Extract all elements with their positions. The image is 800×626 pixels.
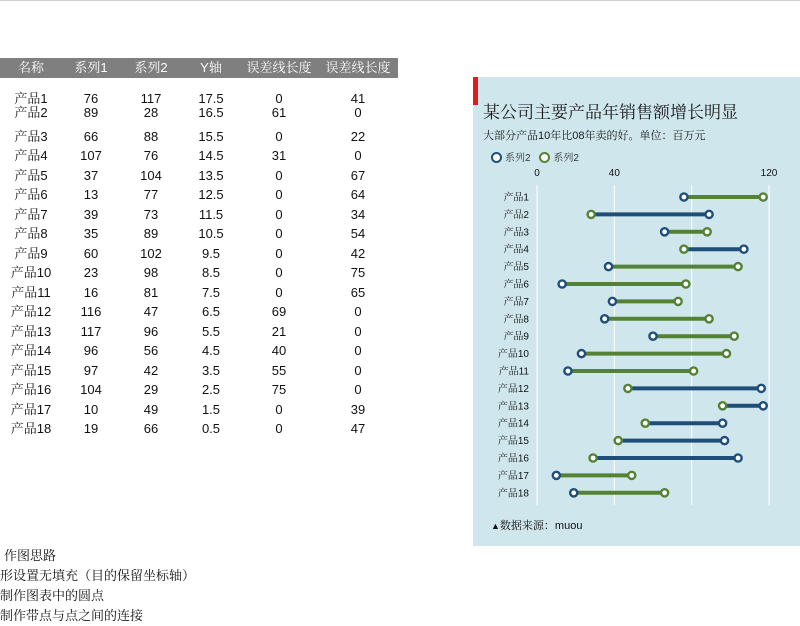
table-row <box>0 341 400 360</box>
table-cell: 28 <box>143 105 159 120</box>
note-3: 制作图表中的圆点 <box>0 588 105 603</box>
table-cell: 0 <box>275 187 283 202</box>
table-cell: 88 <box>143 129 159 144</box>
table-cell: 41 <box>350 91 366 106</box>
series1-point <box>570 489 577 496</box>
table-row <box>0 185 400 204</box>
chart-title: 某公司主要产品年销售额增长明显 <box>483 103 738 122</box>
series2-point <box>675 298 682 305</box>
table-cell: 7.5 <box>201 285 221 300</box>
series2-point <box>589 454 596 461</box>
header-series1: 系列1 <box>74 60 108 75</box>
table-row <box>0 103 400 122</box>
x-tick-label: 40 <box>608 168 620 179</box>
table-cell: 96 <box>83 343 99 358</box>
series1-point <box>605 263 612 270</box>
series1-point <box>734 454 741 461</box>
table-cell: 0 <box>354 148 362 163</box>
table-row <box>0 419 400 438</box>
dumbbell-plot <box>473 77 800 546</box>
table-cell: 61 <box>271 105 287 120</box>
table-cell: 76 <box>83 91 99 106</box>
table-cell: 9.5 <box>201 246 221 261</box>
category-label: 产品7 <box>503 296 529 308</box>
table-cell: 97 <box>83 363 99 378</box>
table-cell: 产品13 <box>10 324 52 339</box>
table-cell: 产品11 <box>11 285 51 300</box>
table-cell: 产品15 <box>10 363 52 378</box>
series2-point <box>719 402 726 409</box>
table-cell: 89 <box>83 105 99 120</box>
table-cell: 81 <box>143 285 159 300</box>
series1-point <box>649 333 656 340</box>
series2-point <box>705 315 712 322</box>
table-cell: 31 <box>271 148 287 163</box>
category-label: 产品13 <box>497 401 529 413</box>
table-cell: 40 <box>271 343 287 358</box>
table-cell: 17.5 <box>198 91 224 106</box>
table-cell: 116 <box>80 304 102 319</box>
note-1: 作图思路 <box>4 548 57 563</box>
table-cell: 0 <box>354 382 362 397</box>
legend-label-series2: 系列2 <box>553 153 579 164</box>
category-label: 产品3 <box>503 227 529 239</box>
table-cell: 5.5 <box>201 324 221 339</box>
table-cell: 3.5 <box>201 363 221 378</box>
table-cell: 0 <box>275 421 283 436</box>
table-cell: 89 <box>143 226 159 241</box>
series1-point <box>758 385 765 392</box>
table-cell: 76 <box>143 148 159 163</box>
table-cell: 102 <box>140 246 162 261</box>
table-cell: 1.5 <box>201 402 221 417</box>
series2-point <box>723 350 730 357</box>
table-cell: 47 <box>350 421 366 436</box>
table-row <box>0 205 400 224</box>
table-row <box>0 322 400 341</box>
header-series2: 系列2 <box>134 60 168 75</box>
note-2: 形设置无填充（目的保留坐标轴） <box>0 568 196 583</box>
table-cell: 67 <box>350 168 366 183</box>
table-cell: 11.5 <box>198 207 224 222</box>
table-row <box>0 380 400 399</box>
table-row <box>0 400 400 419</box>
table-cell: 14.5 <box>198 148 224 163</box>
header-error-length-2: 误差线长度 <box>325 60 391 75</box>
table-cell: 产品16 <box>10 382 52 397</box>
category-label: 产品9 <box>503 331 529 343</box>
table-cell: 10 <box>83 402 99 417</box>
table-cell: 73 <box>143 207 159 222</box>
table-row <box>0 127 400 146</box>
table-cell: 0 <box>275 402 283 417</box>
category-label: 产品10 <box>497 349 529 361</box>
table-cell: 15.5 <box>198 129 224 144</box>
table-cell: 0 <box>354 105 362 120</box>
table-cell: 产品3 <box>14 129 48 144</box>
table-cell: 8.5 <box>201 265 221 280</box>
category-label: 产品15 <box>497 436 529 448</box>
table-cell: 0 <box>354 304 362 319</box>
series2-point <box>690 367 697 374</box>
table-cell: 22 <box>350 129 366 144</box>
table-cell: 2.5 <box>201 382 221 397</box>
category-label: 产品18 <box>497 488 529 500</box>
category-label: 产品12 <box>497 383 529 395</box>
series2-point <box>615 437 622 444</box>
table-cell: 117 <box>140 91 162 106</box>
legend-marker-dark-icon <box>491 152 502 163</box>
table-cell: 66 <box>143 421 159 436</box>
series1-point <box>721 437 728 444</box>
table-cell: 75 <box>350 265 366 280</box>
table-cell: 69 <box>271 304 287 319</box>
legend-marker-green-icon <box>539 152 550 163</box>
series1-point <box>661 228 668 235</box>
header-name: 名称 <box>17 60 44 75</box>
category-label: 产品2 <box>503 209 529 221</box>
table-cell: 42 <box>143 363 159 378</box>
table-cell: 0 <box>354 363 362 378</box>
table-cell: 产品2 <box>14 105 48 120</box>
table-cell: 54 <box>350 226 366 241</box>
series1-point <box>705 211 712 218</box>
category-label: 产品16 <box>497 453 529 465</box>
series1-point <box>719 420 726 427</box>
table-cell: 16 <box>83 285 99 300</box>
table-cell: 0 <box>275 246 283 261</box>
table-cell: 47 <box>143 304 159 319</box>
table-row <box>0 302 400 321</box>
table-row <box>0 283 400 302</box>
category-label: 产品4 <box>503 244 529 256</box>
table-cell: 产品6 <box>14 187 48 202</box>
table-cell: 34 <box>350 207 366 222</box>
chart-panel[interactable] <box>473 77 800 546</box>
category-label: 产品8 <box>503 314 529 326</box>
table-cell: 21 <box>271 324 287 339</box>
table-cell: 13.5 <box>198 168 224 183</box>
series1-point <box>578 350 585 357</box>
table-cell: 55 <box>271 363 287 378</box>
series2-point <box>734 263 741 270</box>
source-label: 数据来源：muou <box>499 520 583 532</box>
table-cell: 39 <box>350 402 366 417</box>
header-y-axis: Y轴 <box>200 60 222 75</box>
table-cell: 98 <box>143 265 159 280</box>
table-cell: 60 <box>83 246 99 261</box>
table-row <box>0 244 400 263</box>
table-cell: 0 <box>275 129 283 144</box>
series2-point <box>642 420 649 427</box>
series2-point <box>760 193 767 200</box>
x-tick-label: 120 <box>760 168 778 179</box>
table-cell: 产品7 <box>14 207 48 222</box>
series2-point <box>624 385 631 392</box>
category-label: 产品6 <box>503 279 529 291</box>
table-cell: 4.5 <box>201 343 221 358</box>
note-4: 制作带点与点之间的连接 <box>0 608 144 623</box>
series2-point <box>628 472 635 479</box>
table-row <box>0 224 400 243</box>
table-cell: 75 <box>271 382 287 397</box>
chart-subtitle: 大部分产品10年比08年卖的好。单位：百万元 <box>483 130 706 142</box>
table-row <box>0 166 400 185</box>
table-cell: 96 <box>143 324 159 339</box>
series1-point <box>553 472 560 479</box>
table-cell: 0 <box>275 265 283 280</box>
series1-point <box>601 315 608 322</box>
table-cell: 29 <box>143 382 159 397</box>
table-cell: 0 <box>354 324 362 339</box>
table-cell: 产品12 <box>10 304 52 319</box>
table-cell: 产品17 <box>10 402 52 417</box>
series2-point <box>704 228 711 235</box>
table-cell: 0 <box>275 91 283 106</box>
table-cell: 产品14 <box>10 343 52 358</box>
table-cell: 0 <box>275 207 283 222</box>
table-cell: 107 <box>80 148 102 163</box>
table-row <box>0 263 400 282</box>
series2-point <box>682 280 689 287</box>
legend-item-series1[interactable] <box>491 149 531 164</box>
table-cell: 产品1 <box>14 91 48 106</box>
top-border <box>0 0 800 1</box>
table-cell: 66 <box>83 129 99 144</box>
series2-point <box>680 246 687 253</box>
table-cell: 16.5 <box>198 105 224 120</box>
series1-point <box>680 193 687 200</box>
table-cell: 42 <box>350 246 366 261</box>
table-cell: 49 <box>143 402 159 417</box>
category-label: 产品11 <box>498 366 529 378</box>
table-row <box>0 361 400 380</box>
legend-item-series2[interactable] <box>539 149 579 164</box>
legend-label-series1: 系列2 <box>505 153 531 164</box>
series1-point <box>564 367 571 374</box>
category-label: 产品5 <box>503 262 529 274</box>
triangle-icon: ▲ <box>491 521 500 531</box>
table-cell: 0.5 <box>201 421 221 436</box>
table-cell: 0 <box>275 285 283 300</box>
table-cell: 0 <box>275 226 283 241</box>
table-cell: 0 <box>354 343 362 358</box>
table-cell: 104 <box>140 168 162 183</box>
table-cell: 39 <box>83 207 99 222</box>
table-cell: 产品4 <box>14 148 48 163</box>
category-label: 产品1 <box>503 192 529 204</box>
table-cell: 产品10 <box>10 265 52 280</box>
table-cell: 104 <box>80 382 102 397</box>
series1-point <box>760 402 767 409</box>
table-cell: 12.5 <box>198 187 224 202</box>
chart-source <box>491 517 582 533</box>
series2-point <box>731 333 738 340</box>
table-cell: 23 <box>83 265 99 280</box>
series2-point <box>661 489 668 496</box>
header-error-length-1: 误差线长度 <box>246 60 312 75</box>
table-cell: 35 <box>83 226 99 241</box>
series1-point <box>609 298 616 305</box>
table-cell: 19 <box>83 421 99 436</box>
table-cell: 13 <box>83 187 99 202</box>
table-cell: 0 <box>275 168 283 183</box>
table-cell: 37 <box>83 168 99 183</box>
table-row <box>0 146 400 165</box>
table-cell: 10.5 <box>198 226 224 241</box>
table-cell: 64 <box>350 187 366 202</box>
x-tick-label: 0 <box>534 168 540 179</box>
table-cell: 56 <box>143 343 159 358</box>
category-label: 产品17 <box>497 470 529 482</box>
table-header <box>0 58 398 78</box>
series1-point <box>740 246 747 253</box>
table-cell: 产品5 <box>14 168 48 183</box>
table-cell: 77 <box>143 187 159 202</box>
notes <box>0 546 195 626</box>
table-cell: 产品9 <box>14 246 48 261</box>
table-cell: 产品18 <box>10 421 52 436</box>
table-cell: 6.5 <box>201 304 221 319</box>
category-label: 产品14 <box>497 418 529 430</box>
legend[interactable] <box>491 149 585 164</box>
series2-point <box>588 211 595 218</box>
series1-point <box>559 280 566 287</box>
table-cell: 产品8 <box>14 226 48 241</box>
table-cell: 65 <box>350 285 366 300</box>
table-cell: 117 <box>80 324 102 339</box>
